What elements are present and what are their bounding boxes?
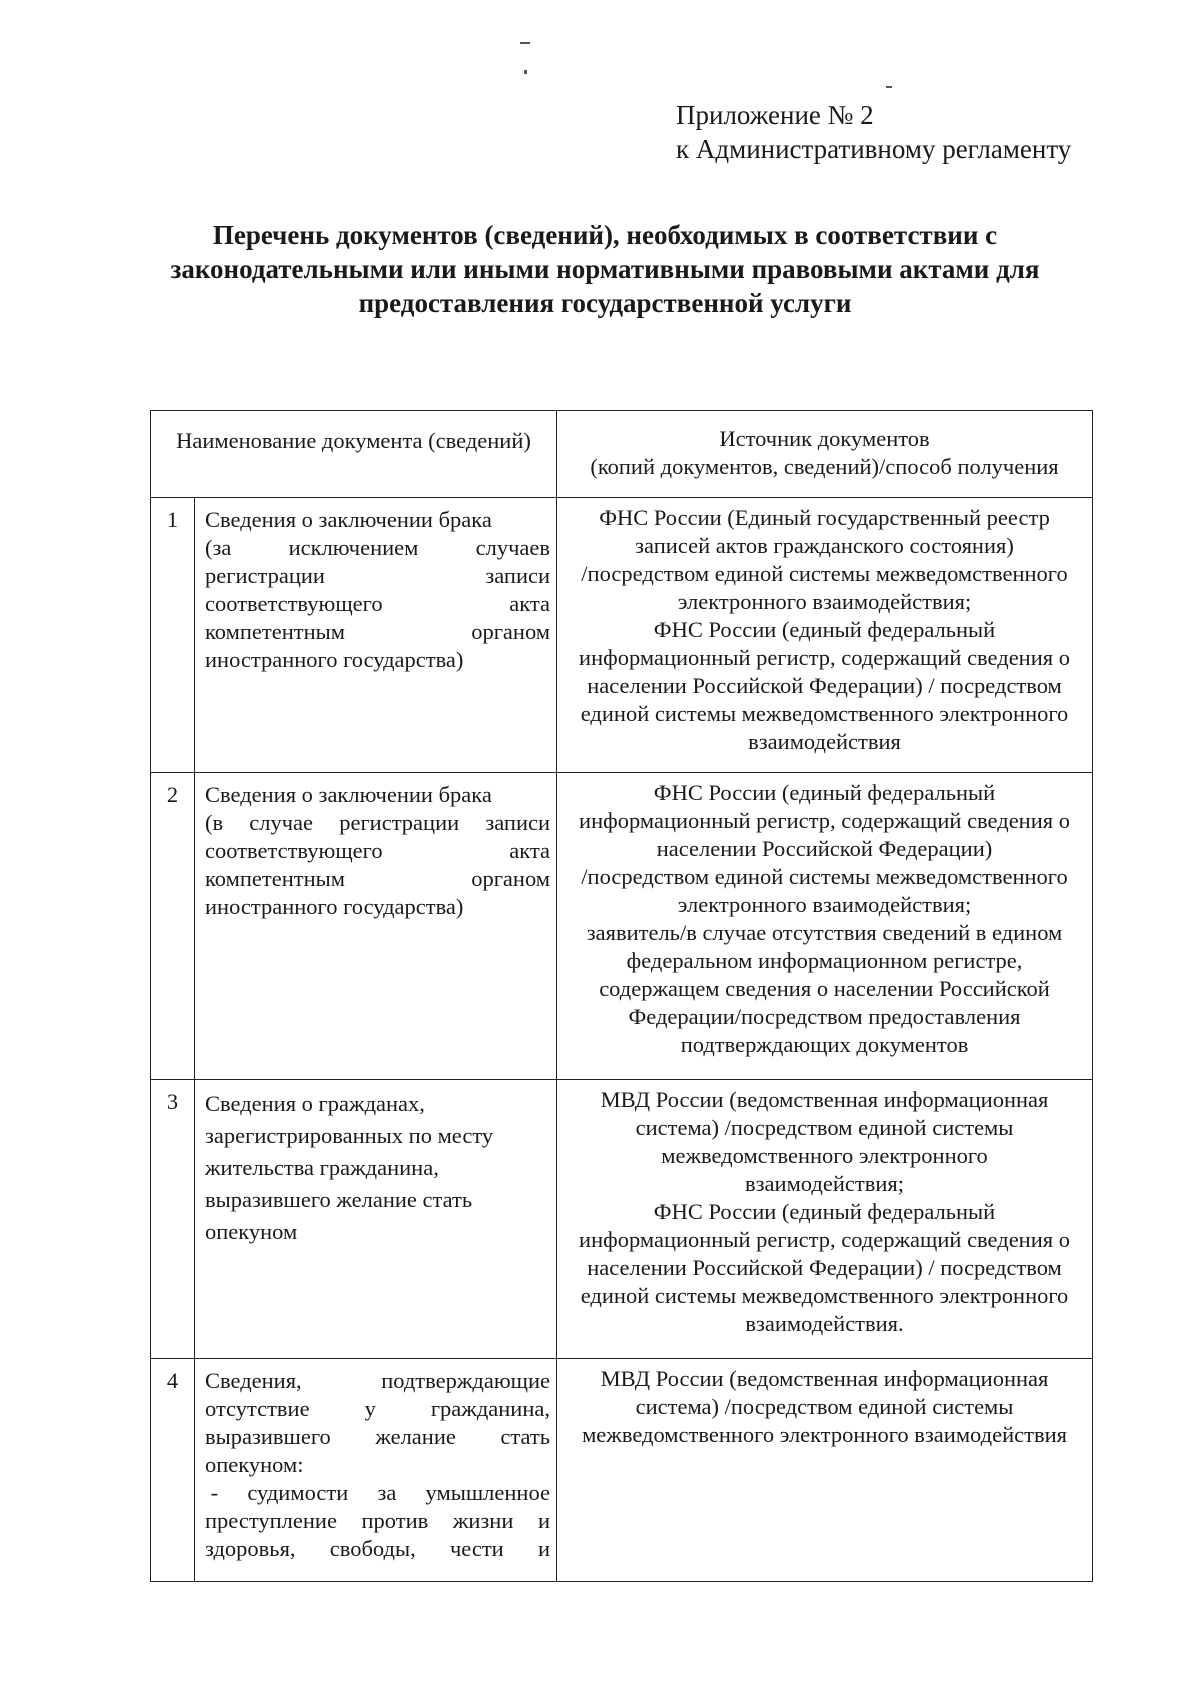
source-line: взаимодействия [748,729,901,754]
name-line [205,1395,550,1423]
word: преступление [205,1508,337,1533]
scan-artifact [886,86,892,88]
word: свободы, [329,1536,416,1561]
source-line: электронного взаимодействия; [677,589,972,614]
document-title [120,218,1090,320]
word: у [364,1396,376,1421]
source-line: межведомственного электронного [661,1143,988,1168]
source-line: МВД России (ведомственная информационная [600,1366,1049,1391]
word: регистрации [339,810,460,835]
word: акта [509,591,551,616]
name-line [205,534,550,562]
name-line: жительства гражданина, [205,1155,439,1180]
header-name-text: Наименование документа (сведений) [176,428,531,453]
table-header-row [151,411,1093,498]
name-line: зарегистрированных по месту [205,1123,494,1148]
name-line [205,1423,550,1451]
table-row [151,1080,1093,1359]
word: - [205,1480,219,1505]
source-line: единой системы межведомственного электронного [580,1283,1069,1308]
source-line: подтверждающих документов [680,1032,969,1057]
name-line: Сведения о заключении брака [205,782,492,807]
word: чести [449,1536,504,1561]
header-document-source [557,411,1093,498]
source-line: записей актов гражданского состояния) [635,533,1014,558]
documents-table [150,410,1093,1582]
word: гражданина, [430,1396,550,1421]
name-line: опекуном [205,1219,298,1244]
row-document-name [195,1359,557,1582]
row-number: 3 [151,1080,195,1359]
table-row [151,1359,1093,1582]
row-document-source [557,1359,1093,1582]
row-document-source [557,773,1093,1080]
word: акта [509,838,551,863]
name-line [205,618,550,646]
source-line: информационный регистр, содержащий сведения о [579,645,1070,670]
name-line [205,1507,550,1535]
name-line [205,1479,550,1507]
source-line: межведомственного электронного взаимодействия [582,1422,1067,1447]
word: органом [471,866,551,891]
row-document-name [195,498,557,773]
row-document-name [195,1080,557,1359]
header-document-name [151,411,557,498]
source-line: МВД России (ведомственная информационная [600,1087,1049,1112]
title-line-1: Перечень документов (сведений), необходимых в соответствии с [212,220,998,250]
name-line: Сведения о заключении брака [205,507,492,532]
name-line [205,865,550,893]
source-line: содержащем сведения о населении Российской [599,976,1050,1001]
word: судимости [247,1480,349,1505]
source-line: взаимодействия. [745,1311,904,1336]
header-source-line-1: Источник документов [719,426,930,451]
table-row [151,773,1093,1080]
word: исключением [288,535,419,560]
source-line: заявитель/в случае отсутствия сведений в едином [586,920,1063,945]
appendix-number: Приложение № 2 [676,100,874,130]
source-line: /посредством единой системы межведомственного [581,864,1068,889]
name-line [205,590,550,618]
source-line: населении Российской Федерации) [656,836,993,861]
title-line-2: законодательными или иными нормативными правовыми актами для [170,254,1040,284]
source-line: ФНС России (единый федеральный [653,1199,996,1224]
word: умышленное [425,1480,550,1505]
word: здоровья, [205,1536,296,1561]
scan-artifact [520,42,530,44]
row-number: 2 [151,773,195,1080]
source-line: взаимодействия; [745,1171,904,1196]
row-number: 4 [151,1359,195,1582]
source-line: федеральном информационном регистре, [626,948,1023,973]
header-source-line-2: (копий документов, сведений)/способ получения [590,454,1059,479]
row-document-name [195,773,557,1080]
name-line: выразившего желание стать [205,1187,473,1212]
word: стать [500,1424,551,1449]
word: регистрации [205,563,325,588]
name-line: опекуном: [205,1452,304,1477]
appendix-heading [676,98,1071,166]
name-line [205,837,550,865]
word: против [361,1508,429,1533]
word: компетентным [205,619,345,644]
source-line: ФНС России (Единый государственный реестр [599,505,1050,530]
source-line: населении Российской Федерации) / посредством [587,673,1062,698]
word: соответствующего [205,838,383,863]
scan-artifact [524,70,527,74]
word: компетентным [205,866,345,891]
row-document-source [557,498,1093,773]
word: отсутствие [205,1396,310,1421]
word: выразившего [205,1424,331,1449]
source-line: система) /посредством единой системы [635,1394,1014,1419]
name-line [205,1367,550,1395]
name-line: иностранного государства) [205,894,464,919]
appendix-reference: к Административному регламенту [676,134,1072,164]
word: Сведения, [205,1368,302,1393]
source-line: система) /посредством единой системы [635,1115,1014,1140]
name-line: Сведения о гражданах, [205,1091,425,1116]
name-line [205,809,550,837]
source-line: информационный регистр, содержащий сведения о [579,808,1070,833]
source-line: электронного взаимодействия; [677,892,972,917]
word: и [537,1508,550,1533]
word: (за [205,535,232,560]
name-line [205,562,550,590]
word: за [377,1480,397,1505]
word: случаев [475,535,551,560]
word: (в [205,810,224,835]
word: и [537,1536,550,1561]
word: случае [249,810,314,835]
word: подтверждающие [381,1368,551,1393]
source-line: ФНС России (единый федеральный [653,780,996,805]
row-number: 1 [151,498,195,773]
source-line: /посредством единой системы межведомственного [581,561,1068,586]
name-line: иностранного государства) [205,647,464,672]
source-line: ФНС России (единый федеральный [653,617,996,642]
source-line: населении Российской Федерации) / посредством [587,1255,1062,1280]
source-line: единой системы межведомственного электронного [580,701,1069,726]
word: соответствующего [205,591,383,616]
table-row [151,498,1093,773]
word: жизни [452,1508,514,1533]
title-line-3: предоставления государственной услуги [358,288,852,318]
source-line: информационный регистр, содержащий сведения о [579,1227,1070,1252]
row-document-source [557,1080,1093,1359]
word: органом [471,619,551,644]
name-line [205,1535,550,1563]
word: записи [485,810,551,835]
word: записи [485,563,551,588]
source-line: Федерации/посредством предоставления [628,1004,1021,1029]
word: желание [375,1424,456,1449]
